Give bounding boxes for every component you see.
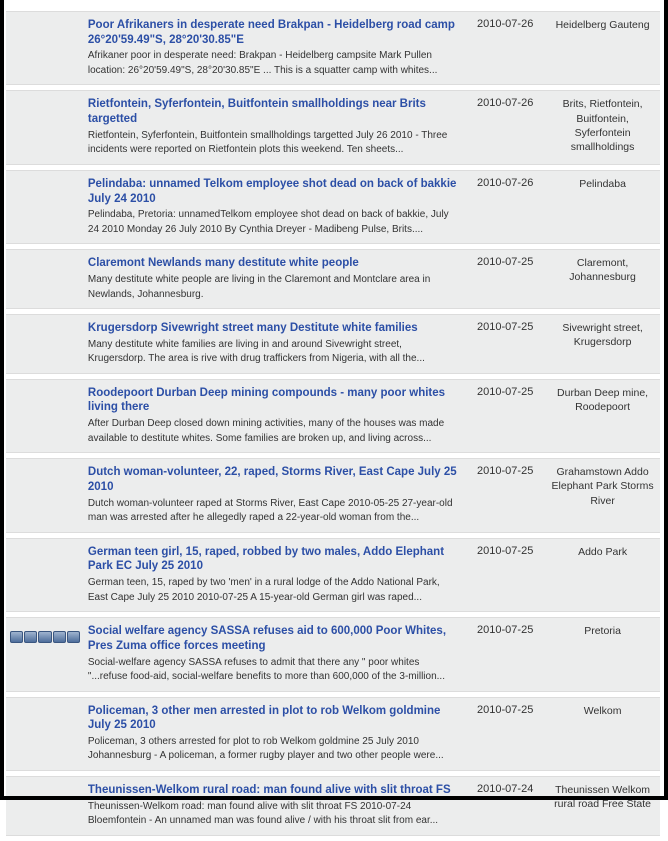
article-location: Durban Deep mine, Roodepoort [545, 379, 660, 453]
article-date: 2010-07-25 [465, 538, 545, 612]
article-date: 2010-07-25 [465, 379, 545, 453]
article-location: Sivewright street, Krugersdorp [545, 314, 660, 374]
article-snippet: Rietfontein, Syferfontein, Buitfontein smallholdings targetted July 26 2010 - Three incidents were reported on Rietfontein plots this weekend. Ten sheets... [87, 129, 448, 156]
article-title-link[interactable]: Dutch woman-volunteer, 22, raped, Storms River, East Cape July 25 2010 [87, 466, 457, 493]
article-snippet: Theunissen-Welkom road: man found alive with slit throat FS 2010-07-24 Bloemfontein - An unnamed man was found alive / with his throat slit from ear... [87, 800, 439, 827]
article-location: Grahamstown Addo Elephant Park Storms River [545, 458, 660, 532]
article-location: Heidelberg Gauteng [545, 11, 660, 85]
article-title-link[interactable]: German teen girl, 15, raped, robbed by two males, Addo Elephant Park EC July 25 2010 [87, 545, 445, 573]
article-date: 2010-07-25 [465, 617, 545, 691]
article-title-link[interactable]: Theunissen-Welkom rural road: man found alive with slit throat FS [87, 783, 451, 796]
article-title-link[interactable]: Social welfare agency SASSA refuses aid to 600,000 Poor Whites, Pres Zuma office forces meeting [87, 625, 447, 652]
article-location: Pelindaba [545, 170, 660, 244]
article-title-link[interactable]: Claremont Newlands many destitute white people [87, 257, 359, 270]
article-date: 2010-07-26 [465, 90, 545, 164]
article-title-link[interactable]: Pelindaba: unnamed Telkom employee shot dead on back of bakkie July 24 2010 [87, 177, 457, 205]
article-snippet: After Durban Deep closed down mining activities, many of the houses was made available to destitute whites. Some families are broken up, and living across... [87, 418, 445, 444]
article-snippet: Afrikaner poor in desperate need: Brakpan - Heidelberg campsite Mark Pullen location: 26°20'59.49"S, 28°20'30.85"E ... This is a squatter camp with whites... [87, 50, 438, 76]
article-snippet: Many destitute white people are living in the Claremont and Montclare area in Newlands, Johannesburg. [87, 274, 431, 300]
article-title-link[interactable]: Krugersdorp Sivewright street many Destitute white families [87, 322, 418, 335]
article-title-link[interactable]: Policeman, 3 other men arrested in plot to rob Welkom goldmine July 25 2010 [87, 704, 441, 732]
article-location: Welkom [545, 697, 660, 771]
article-location: Claremont, Johannesburg [545, 249, 660, 309]
article-location: Theunissen Welkom rural road Free State [545, 776, 660, 836]
article-date: 2010-07-26 [465, 11, 545, 85]
article-snippet: Dutch woman-volunteer raped at Storms River, East Cape 2010-05-25 27-year-old man was arrested after he allegedly raped a 22-year-old woman from the... [87, 497, 453, 524]
article-snippet: Pelindaba, Pretoria: unnamedTelkom employee shot dead on back of bakkie, July 24 2010 Monday 26 July 2010 By Cynthia Dreyer - Madibeng Pulse, Brits.... [87, 209, 449, 235]
article-location: Addo Park [545, 538, 660, 612]
article-date: 2010-07-25 [465, 458, 545, 532]
article-date: 2010-07-25 [465, 697, 545, 771]
article-title-link[interactable]: Rietfontein, Syferfontein, Buitfontein smallholdings near Brits targetted [87, 98, 426, 126]
article-date: 2010-07-25 [465, 314, 545, 374]
article-date: 2010-07-26 [465, 170, 545, 244]
article-title-link[interactable]: Roodepoort Durban Deep mining compounds - many poor whites living there [87, 386, 446, 414]
article-snippet: German teen, 15, raped by two 'men' in a rural lodge of the Addo National Park, East Cape July 25 2010 2010-07-25 A 15-year-old German girl was raped... [87, 577, 440, 603]
article-title-link[interactable]: Poor Afrikaners in desperate need Brakpan - Heidelberg road camp 26°20'59.49"S, 28°20'30.85"E [87, 19, 455, 46]
article-location: Pretoria [545, 617, 660, 691]
article-snippet: Social-welfare agency SASSA refuses to admit that there any " poor whites "...refuse food-aid, social-welfare benefits to more than 600,000 of the 3-million... [87, 656, 445, 682]
article-location: Brits, Rietfontein, Buitfontein, Syferfontein smallholdings [545, 90, 660, 164]
article-date: 2010-07-24 [465, 776, 545, 836]
article-snippet: Many destitute white families are living in and around Sivewright street, Krugersdorp. The area is rive with drug traffickers from Nigeria, with all the... [87, 338, 425, 365]
article-snippet: Policeman, 3 others arrested for plot to rob Welkom goldmine 25 July 2010 Johannesburg - A policeman, a former rugby player and two other people were... [87, 735, 444, 762]
article-date: 2010-07-25 [465, 249, 545, 309]
